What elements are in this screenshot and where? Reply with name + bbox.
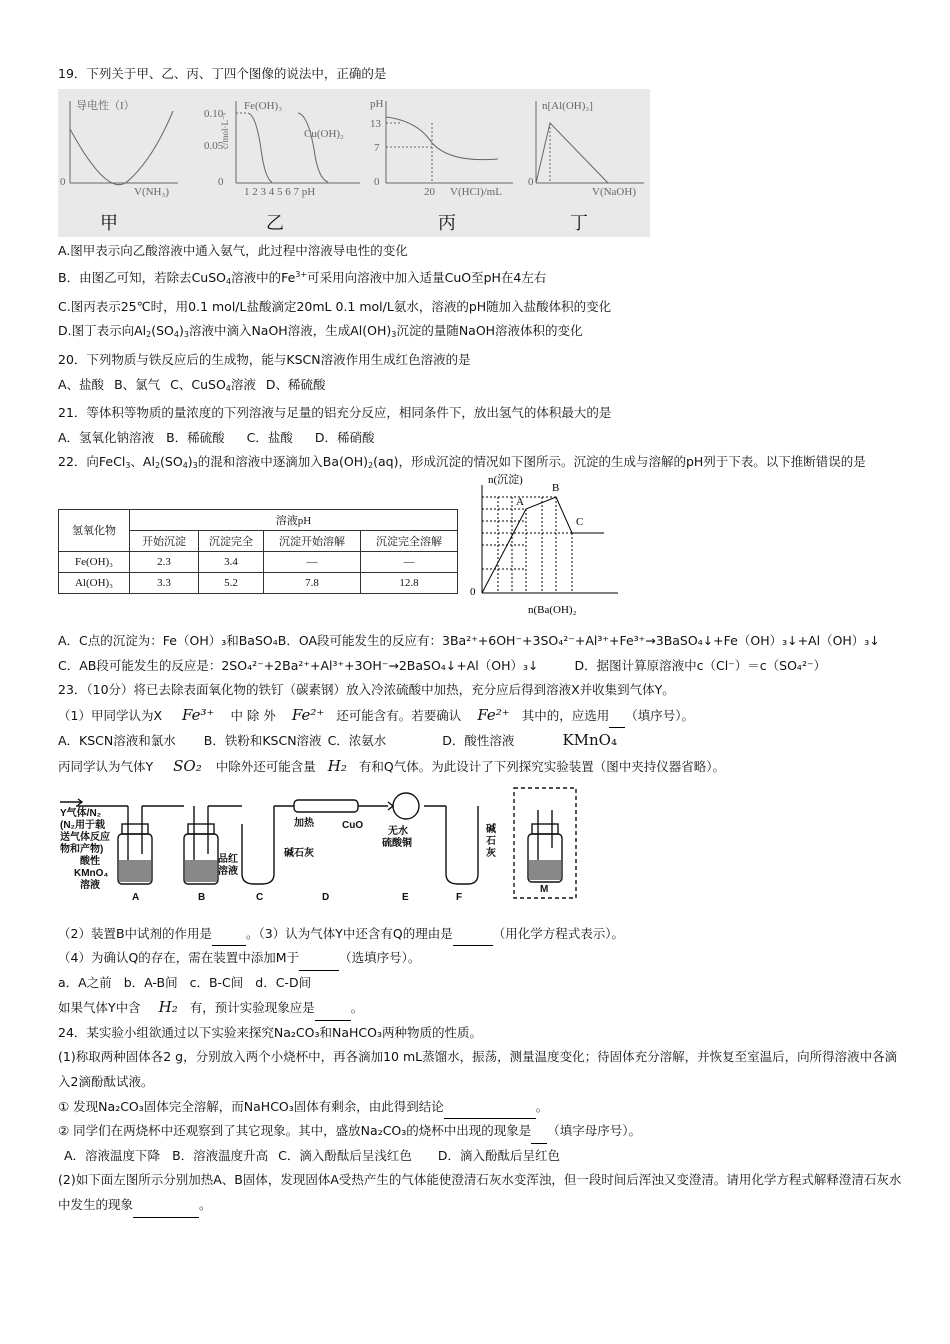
inlet-label-4: 物和产物): [60, 843, 104, 855]
letter-d: D: [322, 891, 330, 903]
q22-figures: [58, 473, 903, 629]
q23-part4: （4）为确认Q的存在，需在装置中添加M于 （选填序号）。: [58, 946, 903, 971]
q19-figure: [58, 89, 650, 237]
bing-xlabel: V(HCl)/mL: [450, 185, 502, 198]
q23-answer-blank-2[interactable]: [212, 931, 246, 946]
letter-f: F: [456, 891, 463, 903]
q24-answer-blank-3[interactable]: [133, 1203, 199, 1218]
exam-page: [58, 62, 903, 1218]
q24-part2: (2)如下面左图所示分别加热A、B固体，发现固体A受热产生的气体能使澄清石灰水变浑浊，但一段时间后浑浊又变澄清。请用化学方程式解释澄清石灰水中发生的现象 。: [58, 1168, 903, 1217]
bottle-a-label-2: KMnO₄: [74, 867, 109, 879]
yi-ylabel: c/mol·L⁻¹: [220, 112, 230, 149]
q22-graph-ylabel: n(沉淀): [488, 473, 523, 486]
ding-label: 丁: [570, 212, 588, 234]
bottle-b-label-1: 品红: [218, 853, 238, 865]
q22-graph-xlabel: n(Ba(OH)₂: [528, 603, 577, 616]
q24-part1: (1)称取两种固体各2 g，分别放入两个小烧杯中，再各滴加10 mL蒸馏水，振荡，测量温度变化；待固体充分溶解，并恢复至室温后，向所得溶液中各滴入2滴酚酞试液。: [58, 1049, 898, 1090]
letter-m: M: [540, 883, 549, 895]
bing-ytick-3: 0: [374, 175, 380, 188]
yi-label: 乙: [266, 212, 284, 234]
q22-point-a: A: [516, 495, 524, 508]
lime-f-label-2: 石: [486, 835, 496, 847]
bing-ytick-1: 13: [370, 117, 381, 130]
bing-ytick-2: 7: [374, 141, 380, 154]
q19-stem: 19．下列关于甲、乙、丙、丁四个图像的说法中，正确的是: [58, 66, 387, 81]
ding-xlabel: V(NaOH): [592, 185, 636, 198]
cuso4-label-1: 无水: [388, 825, 408, 837]
lime-f-label-1: 碱: [486, 823, 496, 835]
bottle-a-label-1: 酸性: [80, 855, 100, 867]
ding-origin: 0: [528, 175, 534, 188]
q22-graph-origin: 0: [470, 585, 476, 598]
q23-part5: 如果气体Y中含 H₂ 有，预计实验现象应是 。: [58, 995, 903, 1021]
yi-xticks: 1 2 3 4 5 6 7 pH: [244, 185, 316, 198]
jia-origin: 0: [60, 175, 66, 188]
q22-option-cd: C．AB段可能发生的反应是：2SO₄²⁻+2Ba²⁺+Al³⁺+3OH⁻→2BaSO₄↓+Al（OH）₃↓ D．据图计算原溶液中c（Cl⁻）＝c（SO₄²⁻）: [58, 657, 827, 673]
q22-point-b: B: [552, 481, 560, 494]
lime-f-label-3: 灰: [486, 847, 496, 859]
ding-ylabel: n[Al(OH)₃]: [542, 99, 593, 112]
q23-answer-blank-4[interactable]: [299, 956, 339, 971]
q22-option-ab: A．C点的沉淀为：Fe（OH）₃和BaSO₄B．OA段可能发生的反应有：3Ba²⁺+6OH⁻+3SO₄²⁻+Al³⁺+Fe³⁺→3BaSO₄↓+Fe（OH）₃↓+Al（OH）₃↓: [58, 632, 880, 648]
jia-label: 甲: [100, 212, 118, 234]
q24-stem: 24．某实验小组欲通过以下实验来探究Na₂CO₃和NaHCO₃两种物质的性质。: [58, 1024, 482, 1040]
q24-answer-blank-1[interactable]: [444, 1104, 536, 1119]
q23-part1: （1）甲同学认为X Fe³⁺ 中 除 外 Fe²⁺ 还可能含有。若要确认 Fe²⁺ 其中的，应选用 （填序号）。: [58, 703, 903, 729]
q19-option-d: D.图丁表示向$Al_2(SO_4)_3$溶液中滴入NaOH溶液，生成$Al(OH)_3$沉淀的量随NaOH溶液体积的变化: [58, 323, 583, 340]
yi-ytick-2: 0.05: [204, 139, 224, 152]
q21-options: A．氢氧化钠溶液 B．稀硫酸 C．盐酸 D．稀硝酸: [58, 429, 375, 445]
bottle-a-label-3: 溶液: [80, 879, 100, 891]
q23-answer-blank-5[interactable]: [315, 1006, 351, 1021]
inlet-label-2: (N₂用于载: [60, 819, 105, 831]
yi-ytick-3: 0: [218, 175, 224, 188]
q20-stem: 20．下列物质与铁反应后的生成物，能与KSCN溶液作用生成红色溶液的是: [58, 351, 471, 367]
bing-xtick: 20: [424, 185, 435, 198]
q19-option-b: B．由图乙可知，若除去CuSO$_4$溶液中的$Fe^{3+}$可采用向溶液中加入适量CuO至pH在4左右: [58, 270, 547, 287]
inlet-label-3: 送气体反应: [60, 831, 110, 843]
yi-ytick-1: 0.10: [204, 107, 224, 120]
lime-c-label: 碱石灰: [284, 847, 314, 859]
q23-part4-options: a．A之前 b．A-B间 c．B-C间 d．C-D间: [58, 974, 312, 990]
heat-label: 加热: [294, 817, 314, 829]
q23-apparatus: [58, 784, 658, 914]
letter-a: A: [132, 891, 140, 903]
yi-curve1: Fe(OH)₃: [244, 99, 283, 112]
q19-option-a: A.图甲表示向乙酸溶液中通入氨气，此过程中溶液导电性的变化: [58, 242, 408, 258]
q23-stem: 23．（10分）将已去除表面氧化物的铁钉（碳素钢）放入冷浓硫酸中加热，充分应后得到溶液X并收集到气体Y。: [58, 682, 675, 698]
q24-answer-blank-2[interactable]: [531, 1129, 547, 1144]
letter-c: C: [256, 891, 264, 903]
bing-ylabel: pH: [370, 97, 384, 110]
q23-answer-blank-1[interactable]: [609, 713, 625, 728]
q23-part1-options: A．KSCN溶液和氯水 B．铁粉和KSCN溶液 C．浓氨水 D．酸性溶液 KMnO₄: [58, 731, 617, 750]
inlet-label-1: Y气体/N₂: [60, 807, 102, 819]
yi-curve2: Cu(OH)₂: [304, 127, 344, 140]
q23-part2-3: （2）装置B中试剂的作用是 。（3）认为气体Y中还含有Q的理由是 （用化学方程式表示）。: [58, 922, 903, 947]
q22-hydroxide-table: 氢氧化物 溶液pH 开始沉淀 沉淀完全 沉淀开始溶解 沉淀完全溶解 Fe(OH)₃ 2.3 3.4 — — Al(OH)₃ 3.3 5.2 7.8 12.8: [58, 509, 458, 594]
q22-stem: 22．向FeCl$_3$、$Al_2(SO_4)_3$的混和溶液中逐滴加入$Ba(OH)_2(aq)$，形成沉淀的情况如下图所示。沉淀的生成与溶解的pH列于下表。以下推断错误的是: [58, 454, 866, 471]
q22-precipitate-graph: [468, 473, 628, 623]
jia-xlabel: V(NH₃): [134, 185, 169, 198]
q19-graphs: [58, 89, 650, 237]
letter-e: E: [402, 891, 409, 903]
q20-options: A、盐酸 B、氯气 C、CuSO$_4$溶液 D、稀硫酸: [58, 376, 326, 393]
q19-option-c: C.图丙表示25℃时，用0.1 mol/L盐酸滴定20mL 0.1 mol/L氨水，溶液的pH随加入盐酸体积的变化: [58, 298, 612, 314]
cuso4-label-2: 硫酸铜: [382, 837, 412, 849]
q22-point-c: C: [576, 515, 584, 528]
q21-stem: 21．等体积等物质的量浓度的下列溶液与足量的铝充分反应，相同条件下，放出氢气的体积最大的是: [58, 405, 612, 421]
q23-part1-gas: 丙同学认为气体Y SO₂ 中除外还可能含量 H₂ 有和Q气体。为此设计了下列探究实验装置（图中夹持仪器省略）。: [58, 756, 725, 775]
q24-options: A．溶液温度下降 B．溶液温度升高 C．滴入酚酞后呈浅红色 D．滴入酚酞后呈红色: [64, 1147, 561, 1163]
bottle-b-label-2: 溶液: [218, 865, 238, 877]
jia-ylabel: 导电性（I）: [76, 99, 135, 112]
q24-conclusion-1: ① 发现Na₂CO₃固体完全溶解，而NaHCO₃固体有剩余，由此得到结论 。: [58, 1095, 903, 1120]
letter-b: B: [198, 891, 206, 903]
cuo-label: CuO: [342, 819, 364, 831]
q24-conclusion-2: ② 同学们在两烧杯中还观察到了其它现象。其中，盛放Na₂CO₃的烧杯中出现的现象是 （填字母序号）。: [58, 1119, 903, 1144]
bing-label: 丙: [438, 212, 456, 234]
q23-answer-blank-3[interactable]: [453, 931, 493, 946]
